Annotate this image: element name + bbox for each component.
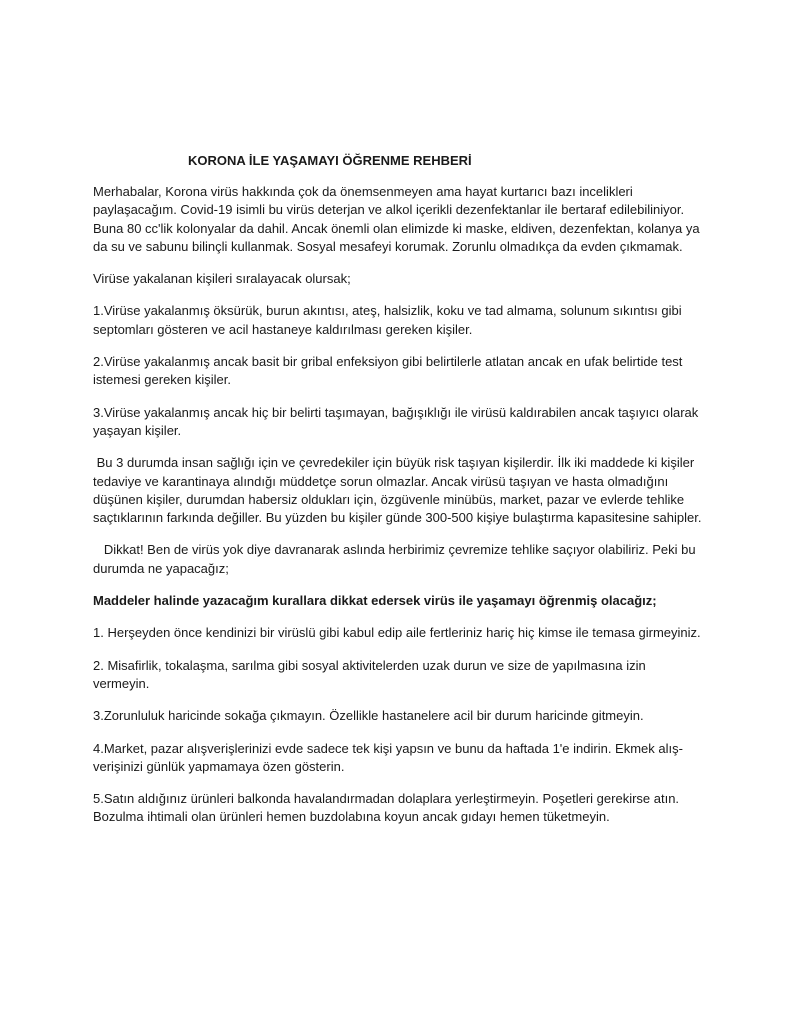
intro-paragraph: Merhabalar, Korona virüs hakkında çok da önemsenmeyen ama hayat kurtarıcı bazı incelikleri paylaşacağım. Covid-19 isimli bu virüs deterjan ve alkol içerikli dezenfektanlar ile bertaraf edilebiliniyor. Buna 80 cc'lik kolonyalar da dahil. Ancak önemli olan elimizde ki maske, eldiven, dezenfektan, kolanya ya da su ve sabunu bilinçli kullanmak. Sosyal mesafeyi korumak. Zorunlu olmadıkça da evden çıkmamak. bbox=[93, 184, 700, 254]
document-body bbox=[93, 152, 705, 841]
infected-item-2: 2.Virüse yakalanmış ancak basit bir gribal enfeksiyon gibi belirtilerle atlatan ancak en ufak belirtide test istemesi gereken kişiler. bbox=[93, 354, 683, 388]
rule-item-3: 3.Zorunluluk haricinde sokağa çıkmayın. Özellikle hastanelere acil bir durum haricinde gitmeyin. bbox=[93, 708, 644, 724]
rule-item-2: 2. Misafirlik, tokalaşma, sarılma gibi sosyal aktivitelerden uzak durun ve size de yapılmasına izin vermeyin. bbox=[93, 657, 646, 691]
rule-item-4: 4.Market, pazar alışverişlerinizi evde sadece tek kişi yapsın ve bunu da haftada 1'e indirin. Ekmek alış-verişinizi günlük yapmamaya özen gösterin. bbox=[93, 740, 683, 774]
infected-item-1: 1.Virüse yakalanmış öksürük, burun akıntısı, ateş, halsizlik, koku ve tad almama, solunum sıkıntısı gibi septomları gösteren ve acil hastaneye kaldırılması gereken kişiler. bbox=[93, 303, 682, 337]
document-title: KORONA İLE YAŞAMAYI ÖĞRENME REHBERİ bbox=[188, 153, 472, 168]
infected-list-intro: Virüse yakalanan kişileri sıralayacak olursak; bbox=[93, 271, 351, 287]
warning-paragraph: Dikkat! Ben de virüs yok diye davranarak aslında herbirimiz çevremize tehlike saçıyor olabiliriz. Peki bu durumda ne yapacağız; bbox=[93, 542, 700, 576]
rule-item-1: 1. Herşeyden önce kendinizi bir virüslü gibi kabul edip aile fertleriniz hariç hiç kimse ile temasa girmeyiniz. bbox=[93, 625, 701, 641]
infected-item-3: 3.Virüse yakalanmış ancak hiç bir belirti taşımayan, bağışıklığı ile virüsü kaldırabilen ancak taşıyıcı olarak yaşayan kişiler. bbox=[93, 404, 699, 438]
risk-paragraph: Bu 3 durumda insan sağlığı için ve çevredekiler için büyük risk taşıyan kişilerdir. İlk iki maddede ki kişiler tedaviye ve karantinaya alındığı müddetçe sorun olmazlar. Ancak virüsü taşıyan ve hasta olmadığını düşünen kişiler, durumdan habersiz oldukları için, özgüvenle minübüs, market, pazar ve evlerde tehlike saçtıklarının farkında değiller. Bu yüzden bu kişiler günde 300-500 kişiye bulaştırma kapasitesine sahipler. bbox=[93, 455, 702, 526]
rules-heading: Maddeler halinde yazacağım kurallara dikkat edersek virüs ile yaşamayı öğrenmiş olacağız; bbox=[93, 593, 657, 609]
rule-item-5: 5.Satın aldığınız ürünleri balkonda havalandırmadan dolaplara yerleştirmeyin. Poşetleri gerekirse atın. Bozulma ihtimali olan ürünleri hemen buzdolabına koyun ancak gıdayı hemen tüketmeyin. bbox=[93, 791, 680, 825]
